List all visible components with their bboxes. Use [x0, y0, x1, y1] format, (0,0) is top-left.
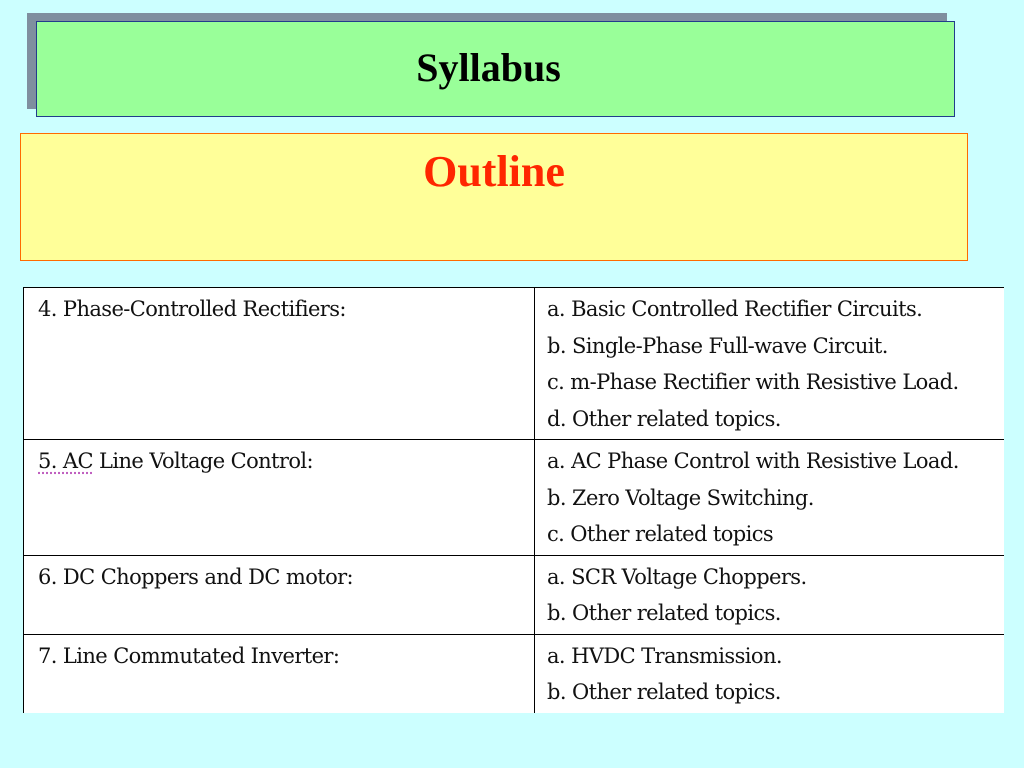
subtopics-cell	[535, 440, 1005, 556]
table-row	[24, 440, 1005, 556]
subtopic-item: a. HVDC Transmission.	[547, 643, 782, 668]
outline-heading: Outline	[423, 147, 565, 196]
topic-label: 4. Phase-Controlled Rectifiers:	[38, 297, 346, 321]
topic-cell	[24, 634, 535, 713]
table-row	[24, 555, 1005, 634]
slide-title: Syllabus	[416, 45, 561, 90]
subtopic-item: c. Other related topics	[547, 522, 774, 546]
subtopic-item: c. m-Phase Rectifier with Resistive Load.	[547, 370, 959, 394]
subtopic-item: a. Basic Controlled Rectifier Circuits.	[547, 297, 923, 321]
topic-label-prefix: 5. AC	[38, 449, 93, 473]
topic-label: 7. Line Commutated Inverter:	[38, 643, 340, 668]
outline-box	[20, 133, 968, 261]
syllabus-table	[23, 287, 1004, 713]
subtopics-cell	[535, 555, 1005, 634]
topic-cell	[24, 555, 535, 634]
topic-label: Line Voltage Control:	[92, 449, 313, 473]
subtopic-item: d. Other related topics.	[547, 406, 781, 431]
table-row	[24, 288, 1005, 440]
subtopic-item: b. Other related topics.	[547, 601, 781, 625]
topic-label: 6. DC Choppers and DC motor:	[38, 564, 354, 589]
subtopic-item: b. Other related topics.	[547, 680, 781, 704]
subtopics-cell	[535, 634, 1005, 713]
table-row	[24, 634, 1005, 713]
topic-cell	[24, 440, 535, 556]
subtopics-cell	[535, 288, 1005, 440]
subtopic-item: b. Zero Voltage Switching.	[547, 485, 814, 510]
subtopic-item: a. SCR Voltage Choppers.	[547, 564, 807, 589]
subtopic-item: a. AC Phase Control with Resistive Load.	[547, 449, 959, 473]
subtopic-item: b. Single-Phase Full-wave Circuit.	[547, 333, 888, 358]
topic-cell	[24, 288, 535, 440]
syllabus-table-container	[23, 287, 1004, 704]
title-box	[36, 21, 955, 117]
